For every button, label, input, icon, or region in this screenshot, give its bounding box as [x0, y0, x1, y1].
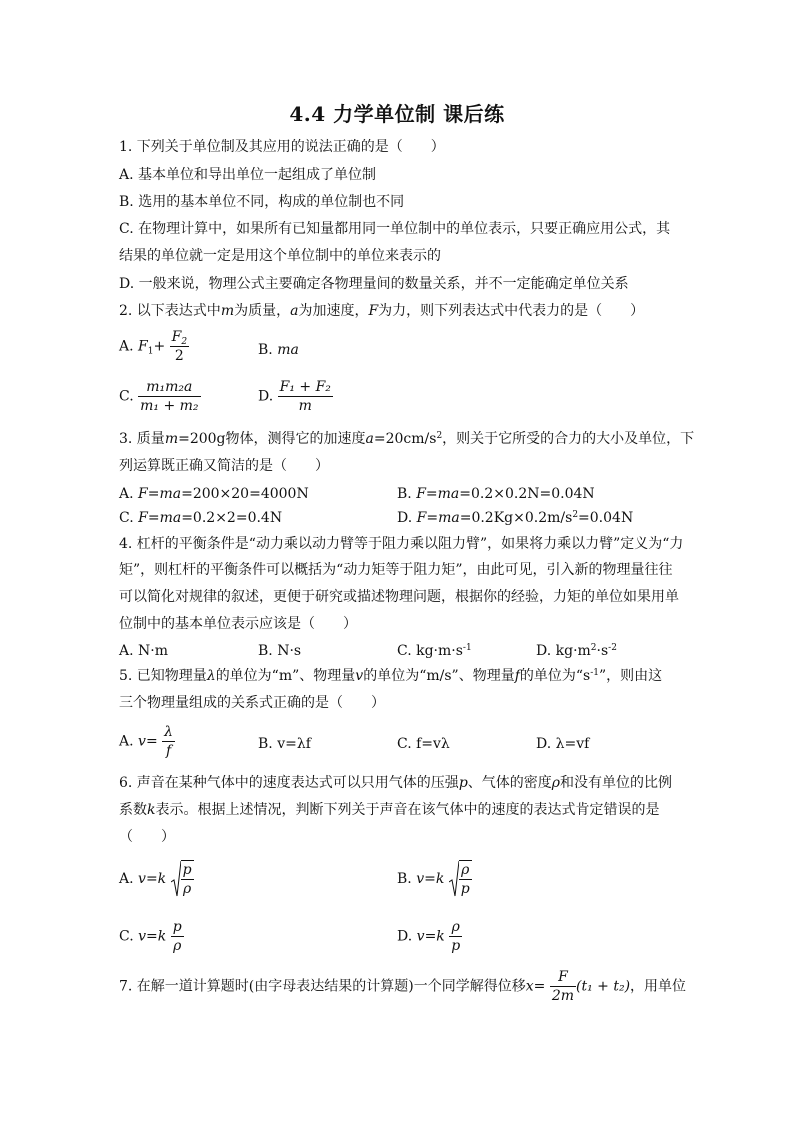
- q4-option-b: B. N·s: [258, 643, 302, 659]
- q4-option-c: C. $kg\cdot m\cdot s^{-1}$: [397, 643, 472, 659]
- q7-fraction: $\frac{F}{2m}$: [551, 969, 575, 1004]
- q5-option-d: D. λ=vf: [536, 736, 590, 752]
- q5-stem-line1: 5. 已知物理量λ的单位为“m”、物理量v的单位为“m/s”、物理量f的单位为“$s^{-1}$”，则由这: [119, 668, 663, 684]
- q5-option-c: C. f=vλ: [397, 736, 450, 752]
- q5-option-a: A. v= $\frac{\lambda}{f}$: [119, 724, 173, 759]
- q3-stem-line2: 列运算既正确又简洁的是（ ）: [119, 458, 329, 474]
- q2-option-b: B. ma: [258, 342, 299, 358]
- q6-option-b: B. v=k $\frac{\rho}{p}$: [397, 862, 470, 897]
- q1-option-b: B. 选用的基本单位不同，构成的单位制也不同: [119, 194, 405, 210]
- q6-b-sqrt: $\frac{\rho}{p}$: [449, 860, 472, 898]
- q6-stem-line2: 系数k表示。根据上述情况，判断下列关于声音在该气体中的速度的表达式肯定错误的是: [119, 802, 660, 818]
- q6-d-fraction: $\frac{\rho}{p}$: [451, 919, 461, 954]
- q3-stem-line1: 3. 质量m=200g物体，测得它的加速度$a=20cm/s^2$，则关于它所受的合力的大小及单位，下: [119, 431, 695, 447]
- q7-stem-line1: 7. 在解一道计算题时(由字母表达结果的计算题)一个同学解得位移x= $\frac{F}{2m}$ (t₁ + t₂)，用单位: [119, 969, 687, 1004]
- q6-option-a: A. v=k $\frac{p}{\rho}$: [119, 862, 192, 897]
- q4-stem-line4: 位制中的基本单位表示应该是（ ）: [119, 616, 357, 632]
- q1-option-d: D. 一般来说，物理公式主要确定各物理量间的数量关系，并不一定能确定单位关系: [119, 276, 629, 292]
- q2-a-fraction: $\frac{F_2}{2}$: [171, 329, 188, 364]
- q2-option-c: C. $\frac{\text{m₁m₂a}}{\text{m₁ + m₂}}$: [119, 379, 199, 414]
- q4-option-d: D. $kg\cdot m^2\cdot s^{-2}$: [536, 643, 617, 659]
- q3-option-c: C. F=ma=0.2×2=0.4N: [119, 510, 283, 526]
- q5-a-fraction: $\frac{\lambda}{f}$: [164, 724, 173, 759]
- q1-stem: 1. 下列关于单位制及其应用的说法正确的是（ ）: [119, 139, 445, 155]
- q4-option-a: A. N·m: [119, 643, 168, 659]
- q5-option-b: B. v=λf: [258, 736, 311, 752]
- q2-stem: 2. 以下表达式中m为质量，a为加速度，F为力，则下列表达式中代表力的是（ ）: [119, 303, 645, 319]
- q4-stem-line1: 4. 杠杆的平衡条件是“动力乘以动力臂等于阻力乘以阻力臂”，如果将力乘以力臂”定义为“力: [119, 536, 684, 552]
- q3-option-b: B. F=ma=0.2×0.2N=0.04N: [397, 486, 595, 502]
- q4-stem-line2: 矩”，则杠杆的平衡条件可以概括为“动力矩等于阻力矩”，由此可见，引入新的物理量往往: [119, 562, 673, 578]
- q4-stem-line3: 可以简化对规律的叙述，更便于研究或描述物理问题，根据你的经验，力矩的单位如果用单: [119, 589, 679, 605]
- page-title: 4.4 力学单位制 课后练: [289, 102, 505, 126]
- q6-a-sqrt: $\frac{p}{\rho}$: [171, 860, 194, 898]
- q6-option-d: D. v=k $\frac{\rho}{p}$: [397, 919, 461, 954]
- q2-option-a: A. $F_1+$ $\frac{F_2}{2}$: [119, 329, 188, 364]
- q5-stem-line2: 三个物理量组成的关系式正确的是（ ）: [119, 695, 385, 711]
- q6-c-fraction: $\frac{p}{\rho}$: [172, 919, 182, 954]
- q1-option-c-line1: C. 在物理计算中，如果所有已知量都用同一单位制中的单位表示，只要正确应用公式，其: [119, 221, 671, 237]
- q6-stem-line3: （ ）: [119, 829, 175, 845]
- q1-option-c-line2: 结果的单位就一定是用这个单位制中的单位来表示的: [119, 248, 441, 264]
- q3-option-d: D. $F=ma=0.2Kg\times 0.2m/s^2=0.04N$: [397, 510, 634, 526]
- q2-c-fraction: $\frac{\text{m₁m₂a}}{\text{m₁ + m₂}}$: [140, 379, 199, 414]
- q3-option-a: A. F=ma=200×20=4000N: [119, 486, 309, 502]
- q6-stem-line1: 6. 声音在某种气体中的速度表达式可以只用气体的压强p、气体的密度ρ和没有单位的比例: [119, 775, 673, 791]
- q1-option-a: A. 基本单位和导出单位一起组成了单位制: [119, 167, 377, 183]
- q2-option-d: D. $\frac{\text{F₁ + F₂}}{m}$: [258, 379, 331, 414]
- q2-d-fraction: $\frac{\text{F₁ + F₂}}{m}$: [279, 379, 331, 414]
- q6-option-c: C. v=k $\frac{p}{\rho}$: [119, 919, 182, 954]
